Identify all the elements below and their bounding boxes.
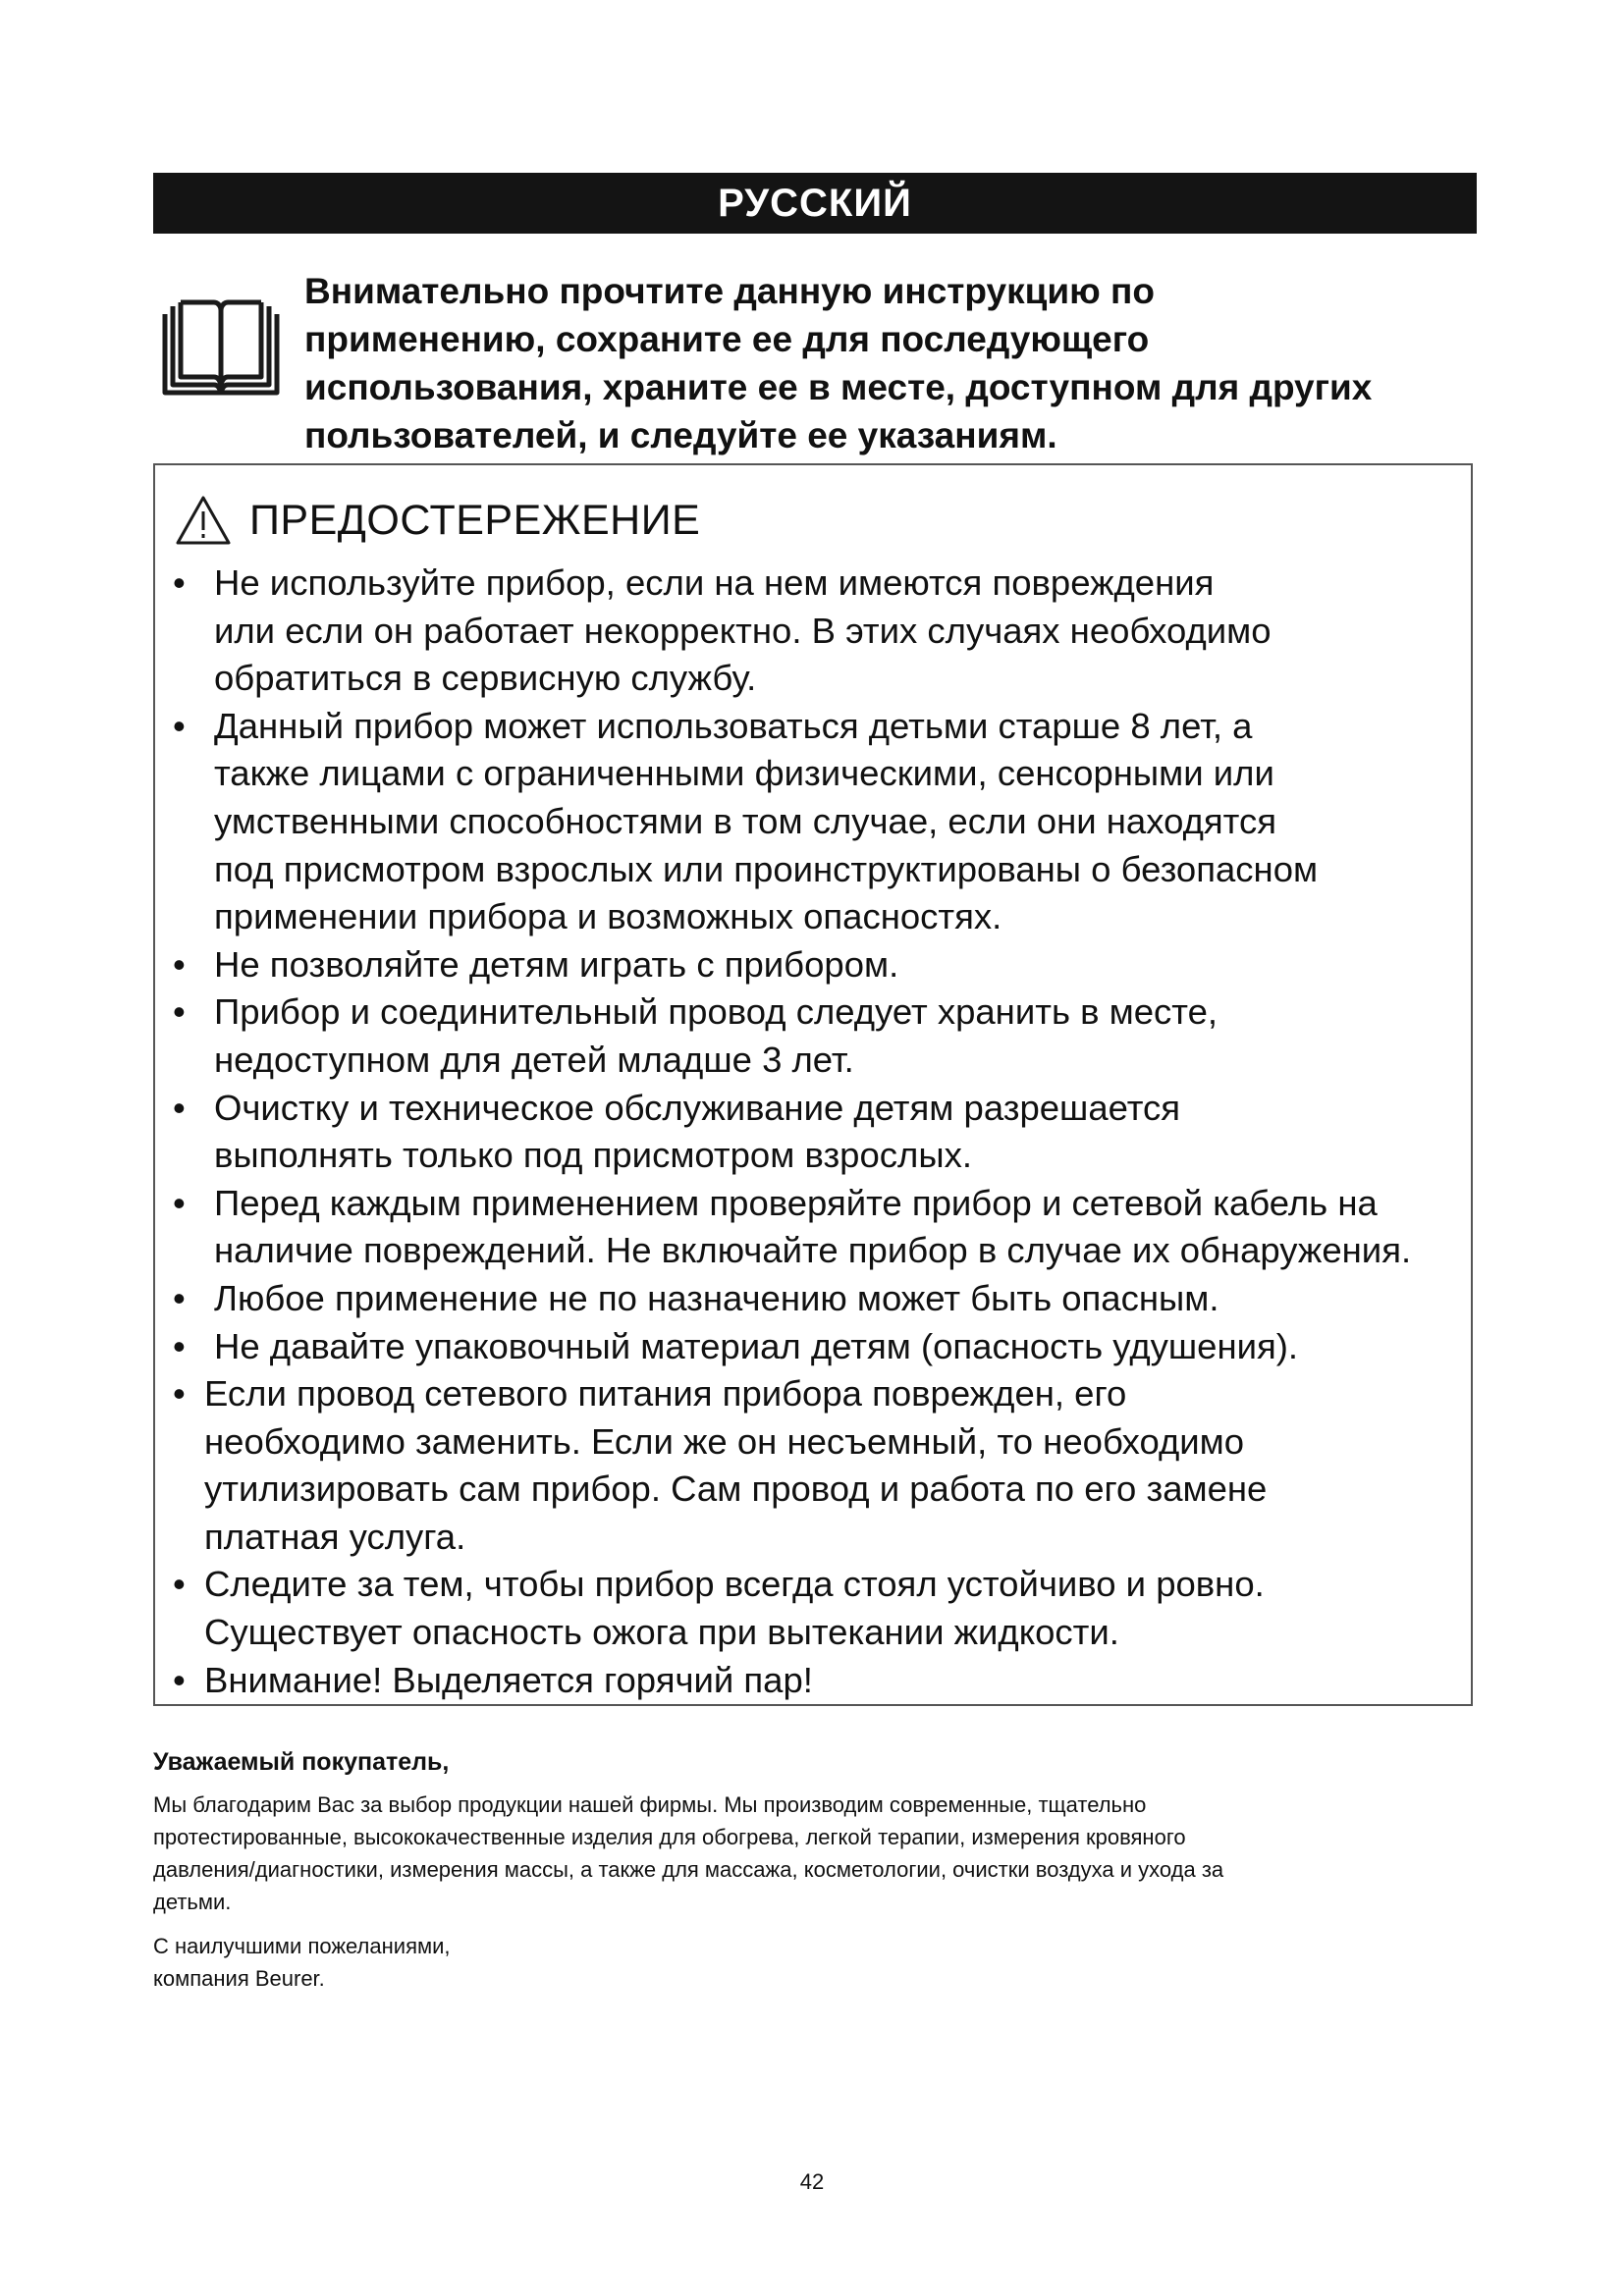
warning-item <box>173 1323 1469 1371</box>
warning-line: необходимо заменить. Если же он несъемный, то необходимо <box>204 1420 1245 1462</box>
warning-item <box>173 1657 1469 1705</box>
warning-line: Если провод сетевого питания прибора поврежден, его <box>204 1373 1127 1415</box>
warning-line: обратиться в сервисную службу. <box>214 658 757 699</box>
warning-line: Очистку и техническое обслуживание детям разрешается <box>214 1087 1181 1128</box>
intro-line: пользователей, и следуйте ее указаниям. <box>304 415 1057 455</box>
warning-line: Любое применение не по назначению может быть опасным. <box>214 1277 1219 1318</box>
greeting-line: детьми. <box>153 1890 232 1914</box>
warning-item <box>173 560 1469 703</box>
greeting-body <box>153 1789 1489 1918</box>
book-icon <box>159 298 283 399</box>
warning-line: умственными способностями в том случае, если они находятся <box>214 800 1276 841</box>
warning-item <box>173 1275 1469 1323</box>
warning-line: Прибор и соединительный провод следует хранить в месте, <box>214 991 1218 1033</box>
warning-line: наличие повреждений. Не включайте прибор в случае их обнаружения. <box>214 1230 1412 1271</box>
warning-line: под присмотром взрослых или проинструктированы о безопасном <box>214 848 1319 889</box>
read-instructions-notice <box>153 267 1477 454</box>
warning-line: Перед каждым применением проверяйте прибор и сетевой кабель на <box>214 1182 1378 1223</box>
warning-line: Не давайте упаковочный материал детям (опасность удушения). <box>214 1325 1299 1366</box>
intro-text <box>304 267 1483 459</box>
intro-line: Внимательно прочтите данную инструкцию по <box>304 271 1155 311</box>
warning-item <box>173 988 1469 1084</box>
warning-item <box>173 1085 1469 1180</box>
greeting-title: Уважаемый покупатель, <box>153 1748 450 1776</box>
warning-item <box>173 1180 1469 1275</box>
warning-line: также лицами с ограниченными физическими, сенсорными или <box>214 753 1274 794</box>
warning-box <box>153 463 1473 1706</box>
warning-line: Внимание! Выделяется горячий пар! <box>204 1659 813 1700</box>
warning-line: платная услуга. <box>204 1516 466 1557</box>
greeting-line: Мы благодарим Вас за выбор продукции нашей фирмы. Мы производим современные, тщательно <box>153 1792 1147 1817</box>
greeting-signature <box>153 1930 1489 1995</box>
warning-line: Следите за тем, чтобы прибор всегда стоял устойчиво и ровно. <box>204 1564 1265 1605</box>
warning-line: утилизировать сам прибор. Сам провод и работа по его замене <box>204 1468 1268 1510</box>
page-number: 42 <box>799 2169 825 2194</box>
signature-line: компания Beurer. <box>153 1966 325 1991</box>
language-title: РУССКИЙ <box>718 182 912 225</box>
warning-triangle-icon <box>175 495 232 546</box>
warning-line: Не используйте прибор, если на нем имеются повреждения <box>214 562 1215 603</box>
warning-heading <box>175 493 700 548</box>
warning-line: выполнять только под присмотром взрослых. <box>214 1135 972 1176</box>
customer-greeting <box>153 1745 1489 1995</box>
warning-line: Не позволяйте детям играть с прибором. <box>214 943 899 985</box>
intro-line: использования, храните ее в месте, доступном для других <box>304 367 1373 407</box>
warning-line: недоступном для детей младше 3 лет. <box>214 1039 854 1080</box>
warning-line: или если он работает некорректно. В этих случаях необходимо <box>214 610 1272 651</box>
language-header <box>153 173 1477 234</box>
warning-item <box>173 1370 1469 1561</box>
warning-line: применении прибора и возможных опасностях. <box>214 896 1002 937</box>
intro-line: применению, сохраните ее для последующего <box>304 319 1150 359</box>
warning-item <box>173 703 1469 941</box>
greeting-line: давления/диагностики, измерения массы, а также для массажа, косметологии, очистки воздуха и ухода за <box>153 1857 1224 1882</box>
greeting-line: протестированные, высококачественные изделия для обогрева, легкой терапии, измерения кровяного <box>153 1825 1186 1849</box>
signature-line: С наилучшими пожеланиями, <box>153 1934 451 1958</box>
warning-item <box>173 941 1469 989</box>
warning-line: Существует опасность ожога при вытекании жидкости. <box>204 1612 1119 1653</box>
warning-title: ПРЕДОСТЕРЕЖЕНИЕ <box>249 496 701 544</box>
warning-line: Данный прибор может использоваться детьми старше 8 лет, а <box>214 705 1253 746</box>
warning-item <box>173 1561 1469 1656</box>
warning-list <box>173 560 1469 1704</box>
